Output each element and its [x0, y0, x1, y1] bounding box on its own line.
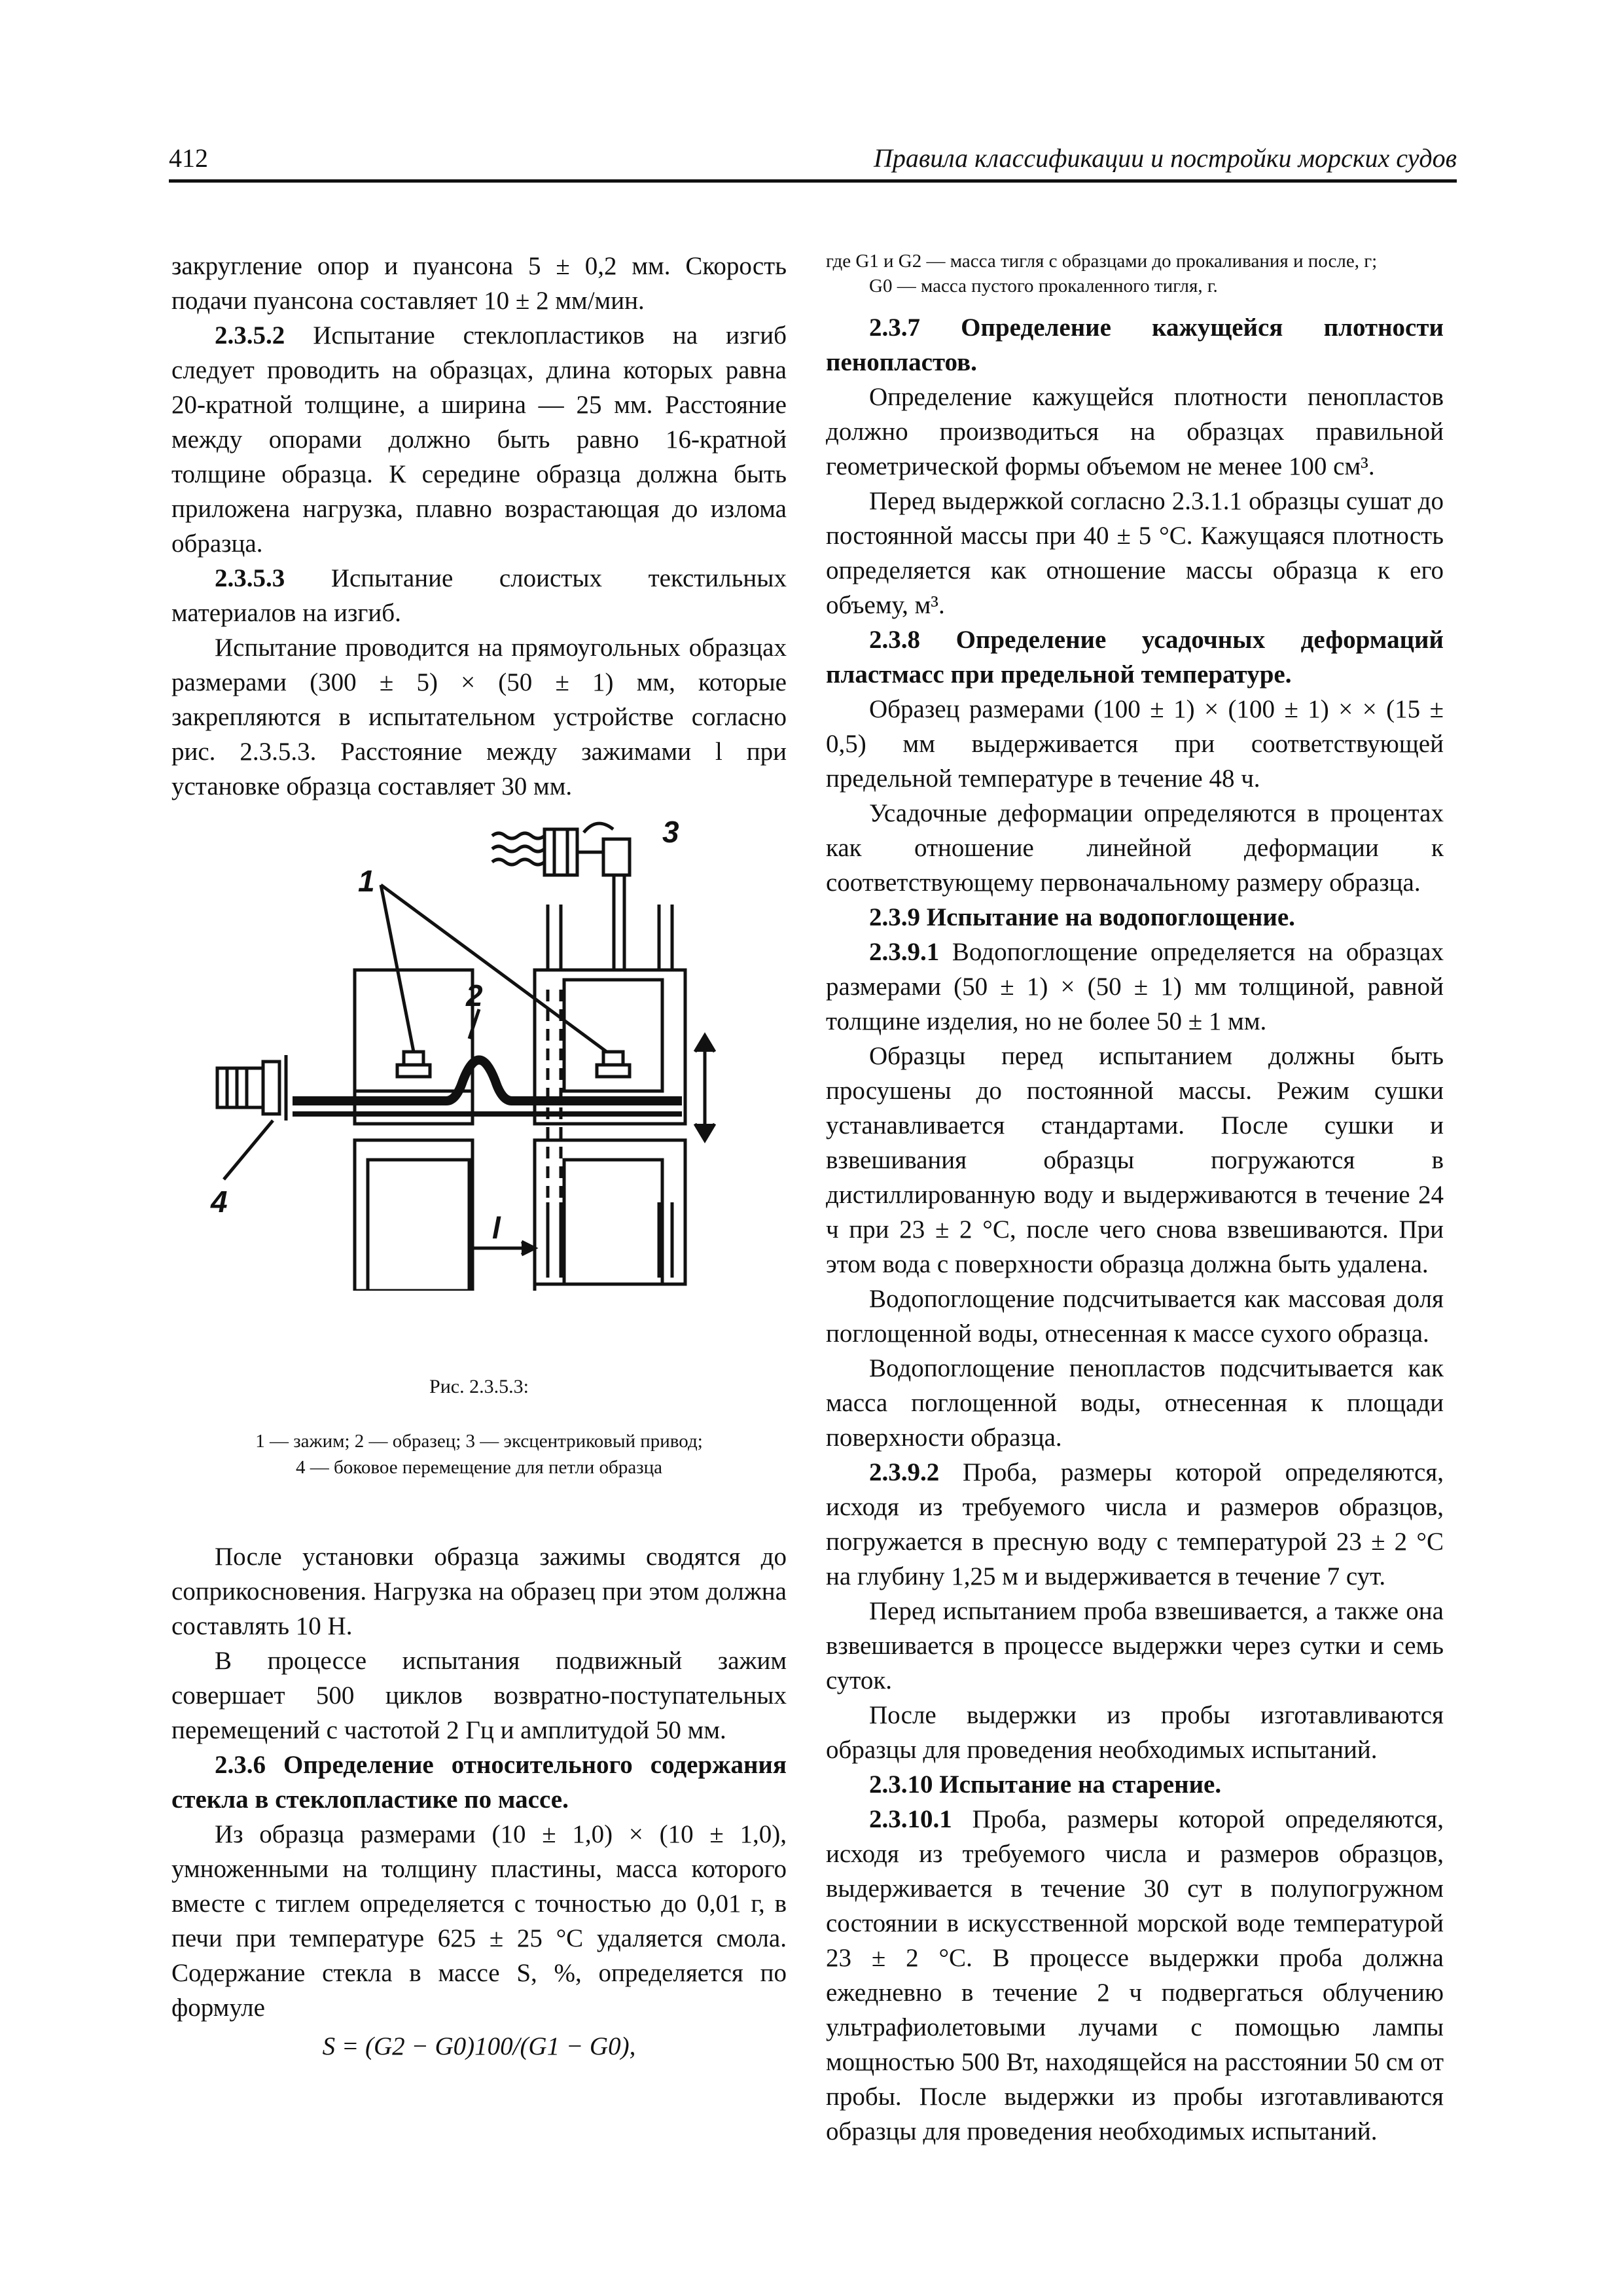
section-heading-2-3-8: 2.3.8 Определение усадочных деформаций пластмасс при предельной температуре. [826, 626, 1444, 689]
page-header [169, 143, 1457, 183]
fixed-clamp-lower [355, 1140, 473, 1291]
spring-icon [492, 833, 544, 838]
page-number: 412 [169, 143, 208, 173]
note-line: где G1 и G2 — масса тигля с образцами до прокаливания и после, г; [826, 251, 1378, 272]
left-column-top [171, 249, 787, 804]
section-number: 2.3.9.2 [869, 1458, 940, 1486]
arrow-icon [584, 823, 613, 833]
paragraph: закругление опор и пуансона 5 ± 0,2 мм. Скорость подачи пуансона составляет 10 ± 2 мм/мин. [171, 252, 787, 315]
figure-label-3: 3 [662, 815, 679, 849]
paragraph: Определение кажущейся плотности пенопластов должно производиться на образцах правильной геометрической формы объемом не менее 100 см³. [826, 383, 1444, 480]
section-text: Проба, размеры которой определяются, исходя из требуемого числа и размеров образцов, погружается в пресную воду с температурой 23 ± 2 °С на глубину 1,25 м и выдерживается в течение 7 сут. [826, 1458, 1444, 1590]
section-text: Водопоглощение определяется на образцах размерами (50 ± 1) × (50 ± 1) мм толщиной, равной толщине изделия, но не более 50 ± 1 мм. [826, 938, 1444, 1035]
eccentric-block [544, 829, 577, 875]
section-heading-2-3-7: 2.3.7 Определение кажущейся плотности пенопластов. [826, 314, 1444, 376]
section-heading-2-3-10: 2.3.10 Испытание на старение. [869, 1770, 1222, 1799]
paragraph: Испытание проводится на прямоугольных образцах размерами (300 ± 5) × (50 ± 1) мм, которые закрепляются в испытательном устройстве согласно рис. 2.3.5.3. Расстояние между зажимами l при установке образца составляет 30 мм. [171, 634, 787, 800]
test-device-drawing [171, 793, 787, 1291]
paragraph: Образец размерами (100 ± 1) × (100 ± 1) × × (15 ± 0,5) мм выдерживается при соответствующей предельной температуре в течение 48 ч. [826, 695, 1444, 793]
section-number: 2.3.10.1 [869, 1805, 952, 1833]
paragraph: Водопоглощение пенопластов подсчитывается как масса поглощенной воды, отнесенная к площади поверхности образца. [826, 1354, 1444, 1452]
caption-legend-line: 1 — зажим; 2 — образец; 3 — эксцентриковый привод; [255, 1431, 703, 1452]
section-2-3-9-2 [826, 1455, 1444, 1594]
section-text: Испытание стеклопластиков на изгиб следует проводить на образцах, длина которых равна 20-кратной толщине, а ширина — 25 мм. Расстояние между опорами должно быть равно 16-кратной толщине образца. К середине образца должна быть приложена нагрузка, плавно возрастающая до излома образца. [171, 321, 787, 558]
formula: S = (G2 − G0)100/(G1 − G0), [322, 2032, 636, 2060]
paragraph: Перед испытанием проба взвешивается, а также она взвешивается в процессе выдержки через сутки и семь суток. [826, 1597, 1444, 1695]
right-column [826, 249, 1444, 2149]
figure-caption-legend [171, 1428, 787, 1480]
section-2-3-5-2 [171, 318, 787, 561]
paragraph: Усадочные деформации определяются в процентах как отношение линейной деформации к соответствующему первоначальному размеру образца. [826, 799, 1444, 897]
section-text: Проба, размеры которой определяются, исходя из требуемого числа и размеров образцов, выдерживается в течение 30 сут в полупогружном состоянии в искусственной морской воде температурой 23 ± 2 °С. В процессе выдержки проба должна ежедневно в течение 2 ч подвергаться облучению ультрафиолетовыми лучами с помощью лампы мощностью 500 Вт, находящейся на расстоянии 50 см от пробы. После выдержки из пробы изготавливаются образцы для проведения необходимых испытаний. [826, 1805, 1444, 2145]
caption-legend-line: 4 — боковое перемещение для петли образца [295, 1457, 663, 1478]
section-number: 2.3.9.1 [869, 938, 940, 966]
section-2-3-10-1 [826, 1802, 1444, 2149]
paragraph: Перед выдержкой согласно 2.3.1.1 образцы сушат до постоянной массы при 40 ± 5 °С. Кажущаяся плотность определяется как отношение массы образца к его объему, м³. [826, 487, 1444, 619]
paragraph: После выдержки из пробы изготавливаются образцы для проведения необходимых испытаний. [826, 1701, 1444, 1764]
section-2-3-9-1 [826, 935, 1444, 1039]
figure-label-l: l [492, 1211, 501, 1245]
section-heading-2-3-9: 2.3.9 Испытание на водопоглощение. [869, 903, 1295, 931]
paragraph: Водопоглощение подсчитывается как массовая доля поглощенной воды, отнесенная к массе сухого образца. [826, 1285, 1444, 1348]
figure-label-1: 1 [358, 864, 375, 898]
paragraph: В процессе испытания подвижный зажим совершает 500 циклов возвратно-поступательных перемещений с частотой 2 Гц и амплитудой 50 мм. [171, 1647, 787, 1744]
paragraph: Из образца размерами (10 ± 1,0) × (10 ± 1,0), умноженными на толщину пластины, масса которого вместе с тиглем определяется с точностью до 0,01 г, в печи при температуре 625 ± 25 °С удаляется смола. Содержание стекла в массе S, %, определяется по формуле [171, 1820, 787, 2022]
note-line: G0 — масса пустого прокаленного тигля, г. [869, 276, 1218, 296]
figure-caption-title: Рис. 2.3.5.3: [429, 1376, 529, 1397]
spring-icon [492, 846, 544, 852]
section-number: 2.3.5.2 [215, 321, 285, 350]
section-text: Испытание слоистых текстильных материалов на изгиб. [171, 564, 787, 627]
formula-note [826, 249, 1444, 298]
spring-icon [492, 859, 544, 865]
section-2-3-5-3 [171, 561, 787, 630]
figure-2-3-5-3 [171, 793, 787, 1291]
paragraph: Образцы перед испытанием должны быть просушены до постоянной массы. Режим сушки устанавливается стандартами. После сушки и взвешивания образцы погружаются в дистиллированную воду и выдерживаются в течение 24 ч при 23 ± 2 °С, после чего снова взвешиваются. При этом вода с поверхности образца должна быть удалена. [826, 1042, 1444, 1278]
section-number: 2.3.5.3 [215, 564, 285, 592]
eccentric-head [603, 839, 630, 875]
figure-label-2: 2 [466, 978, 483, 1013]
left-column-bottom [171, 1539, 787, 2064]
paragraph: После установки образца зажимы сводятся до соприкосновения. Нагрузка на образец при этом должна составлять 10 Н. [171, 1543, 787, 1640]
figure-label-4: 4 [211, 1185, 228, 1219]
running-title: Правила классификации и постройки морских судов [873, 143, 1457, 173]
section-heading-2-3-6: 2.3.6 Определение относительного содержания стекла в стеклопластике по массе. [171, 1751, 787, 1814]
